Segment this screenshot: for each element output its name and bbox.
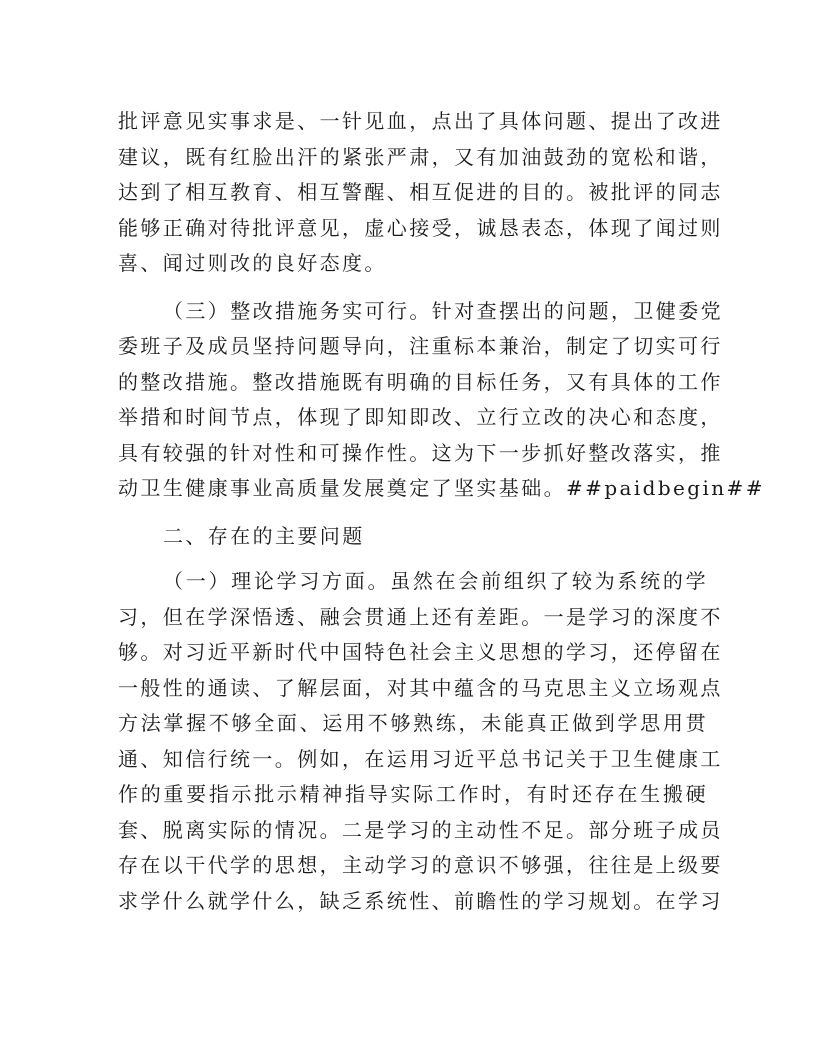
- text-line: 够。对习近平新时代中国特色社会主义思想的学习，还停留在: [118, 640, 723, 664]
- heading-text: 二、存在的主要问题: [163, 523, 365, 548]
- text-line: 求学什么就学什么，缺乏系统性、前瞻性的学习规划。在学习: [118, 888, 723, 913]
- text-line: 建议，既有红脸出汗的紧张严肃，又有加油鼓劲的宽松和谐，: [118, 144, 723, 169]
- text-line: 一般性的通读、了解层面，对其中蕴含的马克思主义立场观点: [118, 675, 723, 700]
- text-line: 能够正确对待批评意见，虚心接受，诚恳表态，体现了闻过则: [118, 215, 723, 240]
- paragraph-evaluation-criticism: [118, 104, 723, 282]
- text-line: 方法掌握不够全面、运用不够熟练，未能真正做到学思用贯: [118, 711, 708, 735]
- text-line: 批评意见实事求是、一针见血，点出了具体问题、提出了改进: [118, 109, 723, 133]
- text-line: 具有较强的针对性和可操作性。这为下一步抓好整改落实，推: [118, 440, 723, 465]
- text-line: 委班子及成员坚持问题导向，注重标本兼治，制定了切实可行: [118, 334, 723, 358]
- text-line: 套、脱离实际的情况。二是学习的主动性不足。部分班子成员: [118, 817, 723, 842]
- text-line: 作的重要指示批示精神指导实际工作时，有时还存在生搬硬: [118, 782, 708, 806]
- text-line: 喜、闻过则改的良好态度。: [118, 251, 387, 275]
- document-body: [118, 104, 765, 931]
- text-line: 的整改措施。整改措施既有明确的目标任务，又有具体的工作: [118, 369, 723, 394]
- text-line: 达到了相互教育、相互警醒、相互促进的目的。被批评的同志: [118, 180, 723, 204]
- text-line: 动卫生健康事业高质量发展奠定了坚实基础。##paidbegin##: [118, 476, 765, 500]
- paragraph-theory-study: [118, 564, 723, 919]
- text-line: 存在以干代学的思想，主动学习的意识不够强，往往是上级要: [118, 853, 723, 877]
- text-line: （一）理论学习方面。虽然在会前组织了较为系统的学: [163, 569, 708, 593]
- text-line: 习，但在学深悟透、融会贯通上还有差距。一是学习的深度不: [118, 604, 723, 629]
- text-line: 通、知信行统一。例如，在运用习近平总书记关于卫生健康工: [118, 746, 723, 771]
- section-heading-main-problems: [118, 519, 708, 555]
- text-line: （三）整改措施务实可行。针对查摆出的问题，卫健委党: [163, 298, 723, 323]
- paragraph-rectification-measures: [118, 294, 765, 507]
- text-line: 举措和时间节点，体现了即知即改、立行立改的决心和态度，: [118, 405, 723, 429]
